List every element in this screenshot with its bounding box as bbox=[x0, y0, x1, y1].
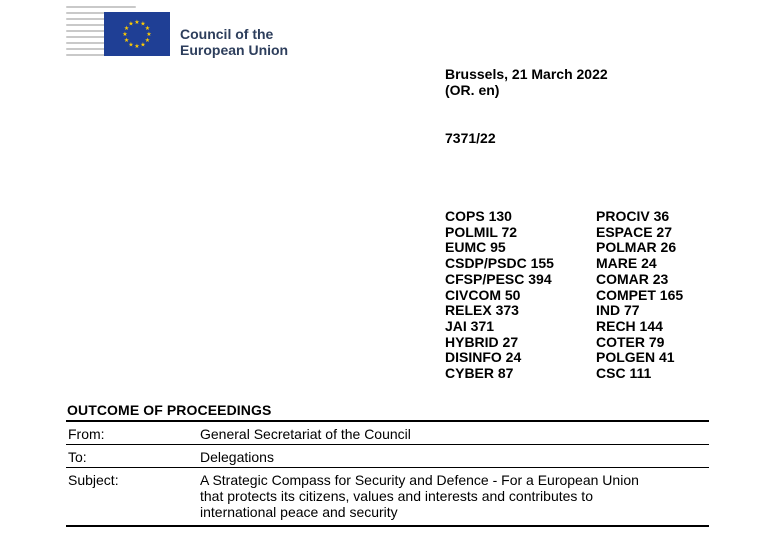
organization-name bbox=[180, 26, 288, 58]
file-code: POLGEN 41 bbox=[596, 349, 675, 366]
logo-lines bbox=[66, 4, 106, 60]
subject-line-2: that protects its citizens, values and interests and contributes to bbox=[200, 488, 593, 504]
subject-line-1: A Strategic Compass for Security and Defence - For a European Union bbox=[200, 472, 639, 488]
star-icon: ★ bbox=[146, 32, 152, 38]
from-value: General Secretariat of the Council bbox=[200, 426, 411, 442]
star-icon: ★ bbox=[144, 38, 151, 44]
star-icon: ★ bbox=[123, 38, 130, 44]
subject-label: Subject: bbox=[68, 472, 119, 488]
file-code: CSC 111 bbox=[596, 365, 652, 382]
file-code: POLMAR 26 bbox=[596, 239, 677, 256]
outcome-heading: OUTCOME OF PROCEEDINGS bbox=[67, 402, 272, 418]
file-code: COPS 130 bbox=[445, 208, 512, 224]
star-icon: ★ bbox=[122, 32, 128, 38]
star-icon: ★ bbox=[128, 42, 134, 49]
star-icon: ★ bbox=[140, 21, 146, 28]
file-code: POLMIL 72 bbox=[445, 223, 518, 240]
subject-value bbox=[200, 472, 700, 520]
star-icon: ★ bbox=[140, 42, 146, 49]
row-divider bbox=[66, 444, 709, 445]
from-label: From: bbox=[68, 426, 105, 442]
org-name-line2: European Union bbox=[180, 42, 289, 58]
document-number: 7371/22 bbox=[445, 130, 496, 146]
file-code: PROCIV 36 bbox=[596, 208, 670, 224]
document-date: Brussels, 21 March 2022 bbox=[445, 66, 608, 82]
file-code: CFSP/PESC 394 bbox=[445, 270, 552, 287]
star-icon: ★ bbox=[128, 21, 134, 28]
file-code: HYBRID 27 bbox=[445, 333, 519, 350]
file-code: CSDP/PSDC 155 bbox=[445, 255, 554, 272]
to-label: To: bbox=[68, 449, 87, 465]
star-icon: ★ bbox=[144, 26, 151, 32]
file-codes-column-1 bbox=[445, 209, 554, 382]
file-code: ESPACE 27 bbox=[596, 223, 672, 240]
file-codes-column-2 bbox=[596, 209, 683, 382]
star-icon: ★ bbox=[134, 44, 140, 50]
file-code: RELEX 373 bbox=[445, 302, 519, 319]
star-icon: ★ bbox=[134, 20, 140, 26]
file-code: MARE 24 bbox=[596, 255, 657, 272]
table-bottom-rule bbox=[66, 525, 709, 527]
subject-line-3: international peace and security bbox=[200, 504, 398, 520]
file-code: IND 77 bbox=[596, 302, 640, 319]
file-code: CYBER 87 bbox=[445, 365, 514, 382]
file-code: COTER 79 bbox=[596, 333, 665, 350]
row-divider bbox=[66, 467, 709, 468]
original-language: (OR. en) bbox=[445, 82, 500, 98]
to-value: Delegations bbox=[200, 449, 274, 465]
file-code: CIVCOM 50 bbox=[445, 286, 521, 303]
file-code: RECH 144 bbox=[596, 317, 663, 334]
eu-flag-icon bbox=[104, 12, 170, 56]
org-name-line1: Council of the bbox=[180, 26, 274, 42]
file-code: EUMC 95 bbox=[445, 239, 506, 256]
file-code: DISINFO 24 bbox=[445, 349, 522, 366]
file-code: JAI 371 bbox=[445, 317, 495, 334]
council-logo bbox=[66, 4, 306, 60]
star-icon: ★ bbox=[123, 26, 130, 32]
file-code: COMAR 23 bbox=[596, 270, 669, 287]
table-top-rule bbox=[66, 420, 709, 422]
file-code: COMPET 165 bbox=[596, 286, 684, 303]
